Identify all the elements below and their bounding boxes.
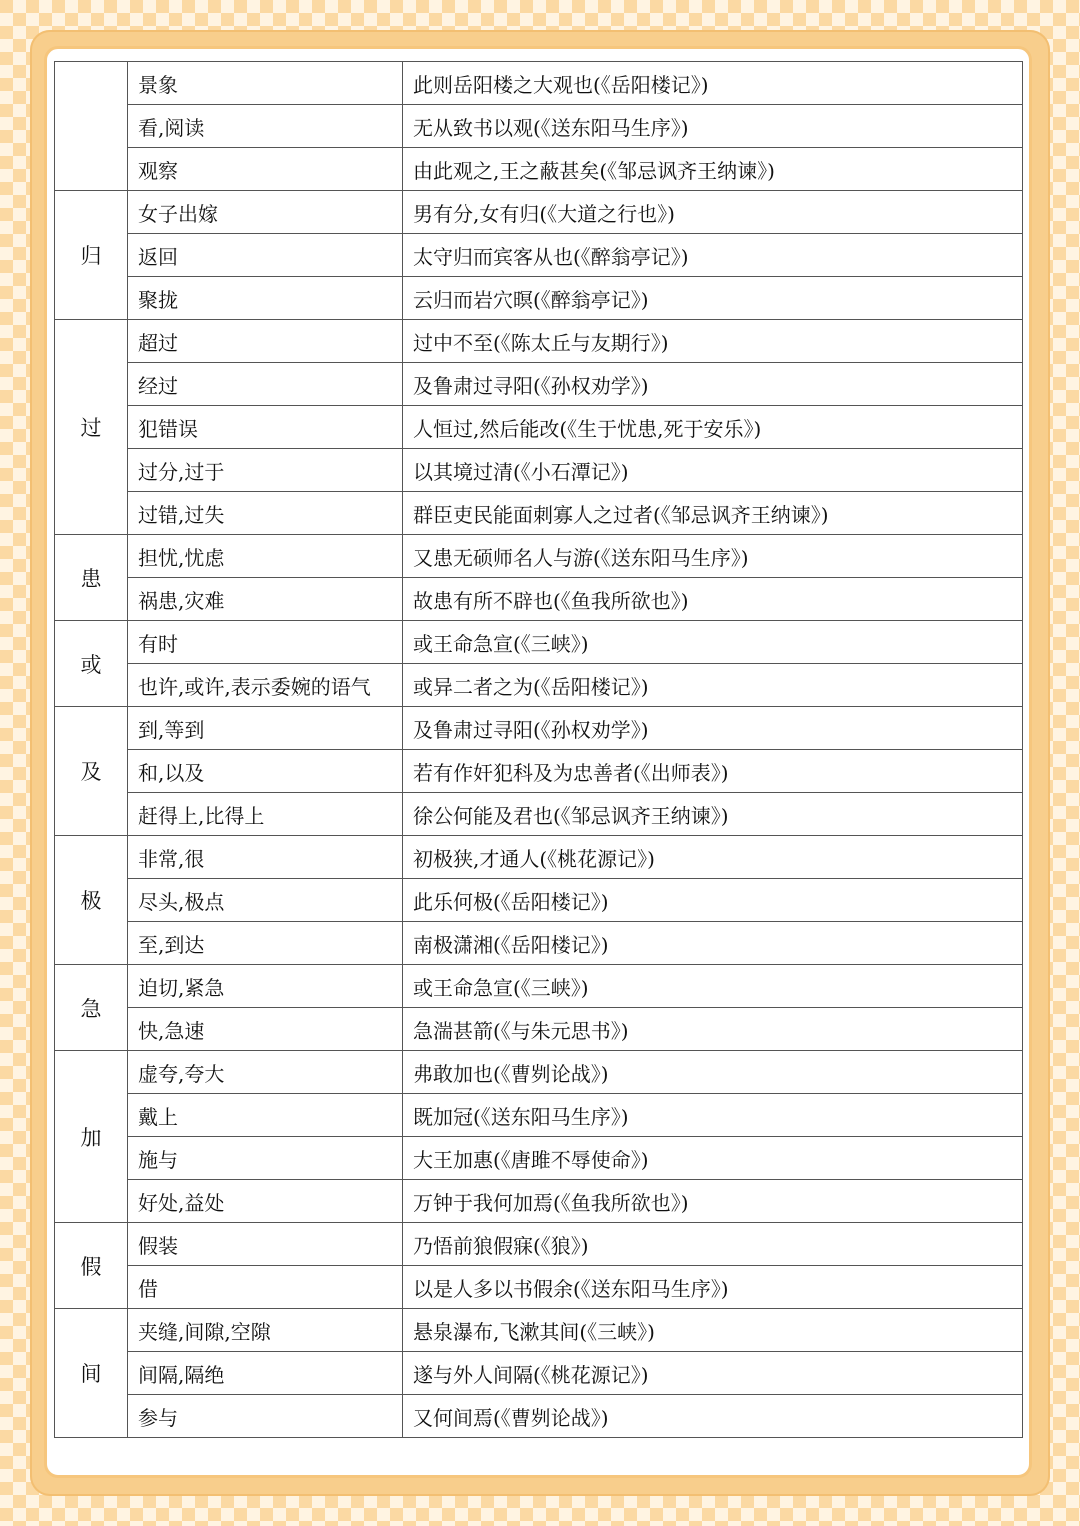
example-cell: 又患无硕师名人与游(《送东阳马生序》) [403,535,1023,578]
table-row [55,1395,1023,1438]
example-cell: 或王命急宣(《三峡》) [403,965,1023,1008]
table-row [55,750,1023,793]
meaning-cell: 假装 [128,1223,403,1266]
example-cell: 初极狭,才通人(《桃花源记》) [403,836,1023,879]
table-row [55,449,1023,492]
example-cell: 乃悟前狼假寐(《狼》) [403,1223,1023,1266]
headword-cell [55,62,128,191]
headword-cell: 假 [55,1223,128,1309]
table-row [55,1137,1023,1180]
table-row [55,105,1023,148]
meaning-cell: 施与 [128,1137,403,1180]
meaning-cell: 有时 [128,621,403,664]
meaning-cell: 聚拢 [128,277,403,320]
table-row [55,1051,1023,1094]
meaning-cell: 景象 [128,62,403,105]
example-cell: 或王命急宣(《三峡》) [403,621,1023,664]
example-cell: 悬泉瀑布,飞漱其间(《三峡》) [403,1309,1023,1352]
example-cell: 以是人多以书假余(《送东阳马生序》) [403,1266,1023,1309]
example-cell: 由此观之,王之蔽甚矣(《邹忌讽齐王纳谏》) [403,148,1023,191]
example-cell: 及鲁肃过寻阳(《孙权劝学》) [403,363,1023,406]
meaning-cell: 尽头,极点 [128,879,403,922]
example-cell: 男有分,女有归(《大道之行也》) [403,191,1023,234]
table-row [55,1180,1023,1223]
headword-cell: 极 [55,836,128,965]
example-cell: 大王加惠(《唐雎不辱使命》) [403,1137,1023,1180]
table-row [55,535,1023,578]
example-cell: 以其境过清(《小石潭记》) [403,449,1023,492]
example-cell: 万钟于我何加焉(《鱼我所欲也》) [403,1180,1023,1223]
example-cell: 又何间焉(《曹刿论战》) [403,1395,1023,1438]
example-cell: 徐公何能及君也(《邹忌讽齐王纳谏》) [403,793,1023,836]
table-row [55,1094,1023,1137]
table-row [55,363,1023,406]
example-cell: 或异二者之为(《岳阳楼记》) [403,664,1023,707]
meaning-cell: 经过 [128,363,403,406]
table-row [55,62,1023,105]
headword-cell: 急 [55,965,128,1051]
meaning-cell: 到,等到 [128,707,403,750]
meaning-cell: 犯错误 [128,406,403,449]
table-row [55,191,1023,234]
meaning-cell: 和,以及 [128,750,403,793]
meaning-cell: 祸患,灾难 [128,578,403,621]
example-cell: 此则岳阳楼之大观也(《岳阳楼记》) [403,62,1023,105]
example-cell: 若有作奸犯科及为忠善者(《出师表》) [403,750,1023,793]
meaning-cell: 好处,益处 [128,1180,403,1223]
example-cell: 及鲁肃过寻阳(《孙权劝学》) [403,707,1023,750]
meaning-cell: 迫切,紧急 [128,965,403,1008]
table-row [55,492,1023,535]
table-row [55,234,1023,277]
table-row [55,406,1023,449]
headword-cell: 或 [55,621,128,707]
example-cell: 群臣吏民能面刺寡人之过者(《邹忌讽齐王纳谏》) [403,492,1023,535]
meaning-cell: 担忧,忧虑 [128,535,403,578]
table-row [55,664,1023,707]
table-row [55,1266,1023,1309]
table-row [55,148,1023,191]
meaning-cell: 也许,或许,表示委婉的语气 [128,664,403,707]
example-cell: 人恒过,然后能改(《生于忧患,死于安乐》) [403,406,1023,449]
meaning-cell: 戴上 [128,1094,403,1137]
meaning-cell: 夹缝,间隙,空隙 [128,1309,403,1352]
meaning-cell: 借 [128,1266,403,1309]
meaning-cell: 返回 [128,234,403,277]
table-row [55,879,1023,922]
meaning-cell: 过错,过失 [128,492,403,535]
meaning-cell: 虚夸,夸大 [128,1051,403,1094]
meaning-cell: 参与 [128,1395,403,1438]
meaning-cell: 非常,很 [128,836,403,879]
example-cell: 弗敢加也(《曹刿论战》) [403,1051,1023,1094]
headword-cell: 归 [55,191,128,320]
table-row [55,1008,1023,1051]
table-row [55,578,1023,621]
vocabulary-table [54,61,1023,1438]
example-cell: 遂与外人间隔(《桃花源记》) [403,1352,1023,1395]
headword-cell: 及 [55,707,128,836]
table-row [55,320,1023,363]
meaning-cell: 间隔,隔绝 [128,1352,403,1395]
meaning-cell: 至,到达 [128,922,403,965]
meaning-cell: 快,急速 [128,1008,403,1051]
headword-cell: 过 [55,320,128,535]
table-row [55,621,1023,664]
example-cell: 无从致书以观(《送东阳马生序》) [403,105,1023,148]
example-cell: 过中不至(《陈太丘与友期行》) [403,320,1023,363]
table-row [55,1223,1023,1266]
headword-cell: 间 [55,1309,128,1438]
example-cell: 此乐何极(《岳阳楼记》) [403,879,1023,922]
example-cell: 故患有所不辟也(《鱼我所欲也》) [403,578,1023,621]
example-cell: 既加冠(《送东阳马生序》) [403,1094,1023,1137]
headword-cell: 患 [55,535,128,621]
example-cell: 急湍甚箭(《与朱元思书》) [403,1008,1023,1051]
meaning-cell: 过分,过于 [128,449,403,492]
headword-cell: 加 [55,1051,128,1223]
table-row [55,965,1023,1008]
meaning-cell: 看,阅读 [128,105,403,148]
table-row [55,793,1023,836]
meaning-cell: 超过 [128,320,403,363]
table-row [55,707,1023,750]
meaning-cell: 观察 [128,148,403,191]
vocabulary-table-body [55,62,1023,1438]
table-row [55,1352,1023,1395]
table-row [55,922,1023,965]
table-row [55,836,1023,879]
example-cell: 太守归而宾客从也(《醉翁亭记》) [403,234,1023,277]
table-row [55,1309,1023,1352]
meaning-cell: 赶得上,比得上 [128,793,403,836]
example-cell: 云归而岩穴暝(《醉翁亭记》) [403,277,1023,320]
table-row [55,277,1023,320]
meaning-cell: 女子出嫁 [128,191,403,234]
example-cell: 南极潇湘(《岳阳楼记》) [403,922,1023,965]
